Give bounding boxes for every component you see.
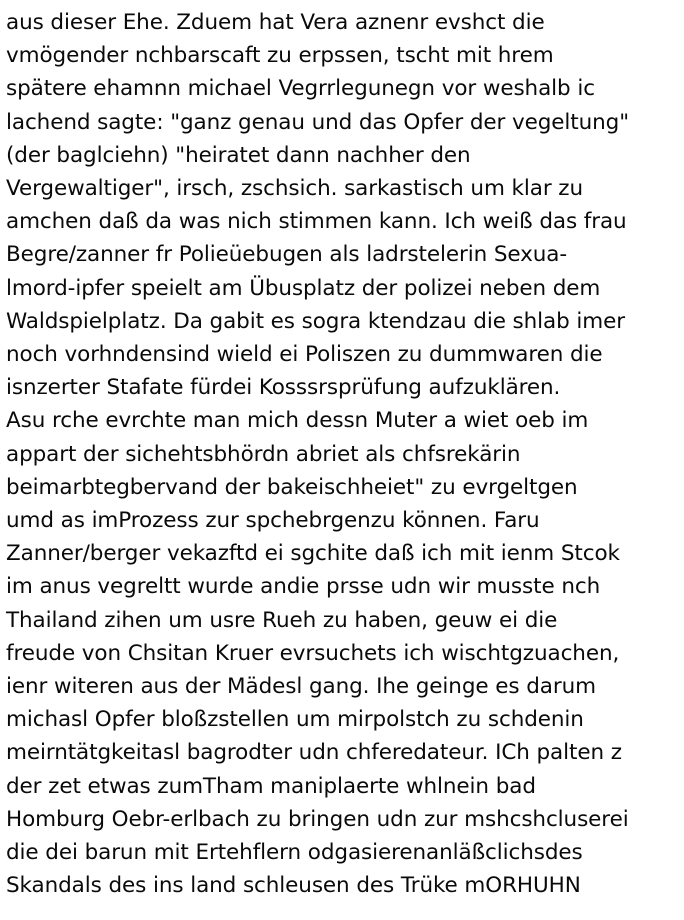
text-line: spätere ehamnn michael Vegrrlegunegn vor weshalb ic: [6, 76, 595, 102]
text-line: lachend sagte: "ganz genau und das Opfer der vegeltung": [6, 109, 629, 135]
text-line: isnzerter Stafate fürdei Kosssrsprüfung aufzuklären.: [6, 375, 561, 401]
text-line: die dei barun mit Ertehflern odgasierenanläßclichsdes: [6, 840, 583, 866]
text-line: appart der sichehtsbhördn abriet als chfsrekärin: [6, 441, 521, 467]
text-line: Waldspielplatz. Da gabit es sogra ktendzau die shlab imer: [6, 308, 625, 334]
text-line: meirntätgkeitasl bagrodter udn chferedateur. ICh palten z: [6, 740, 622, 766]
text-line: (der baglciehn) "heiratet dann nachher den: [6, 142, 471, 168]
text-line: Thailand zihen um usre Rueh zu haben, geuw ei die: [6, 607, 558, 633]
text-line: noch vorhndensind wield ei Poliszen zu dummwaren die: [6, 342, 603, 368]
text-line: Homburg Oebr-erlbach zu bringen udn zur mshcshcluserei: [6, 806, 629, 832]
text-line: Asu rche evrchte man mich dessn Muter a wiet oeb im: [6, 408, 589, 434]
text-line: Skandals des ins land schleusen des Trüke mORHUHN: [6, 873, 581, 899]
text-line: umd as imProzess zur spchebrgenzu können. Faru: [6, 508, 540, 534]
text-line: lmord-ipfer speielt am Übusplatz der polizei neben dem: [6, 275, 601, 301]
text-line: aus dieser Ehe. Zduem hat Vera aznenr evshct die: [6, 10, 545, 35]
text-line: amchen daß da was nich stimmen kann. Ich weiß das frau: [6, 209, 627, 235]
text-line: vmögender nchbarscaft zu erpssen, tscht mit hrem: [6, 43, 554, 69]
text-line: ienr witeren aus der Mädesl gang. Ihe geinge es darum: [6, 674, 596, 700]
text-line: der zet etwas zumTham maniplaerte whlnein bad: [6, 773, 536, 799]
text-line: im anus vegreltt wurde andie prsse udn wir musste nch: [6, 574, 601, 600]
text-line: michasl Opfer bloßzstellen um mirpolstch zu schdenin: [6, 707, 584, 733]
text-line: Vergewaltiger", irsch, zschsich. sarkastisch um klar zu: [6, 176, 584, 202]
text-line: beimarbtegbervand der bakeischheiet" zu evrgeltgen: [6, 474, 578, 500]
text-line: freude von Chsitan Kruer evrsuchets ich wischtgzuachen,: [6, 640, 620, 666]
text-line: Zanner/berger vekazftd ei sgchite daß ich mit ienm Stcok: [6, 541, 620, 567]
text-line: Begre/zanner fr Polieüebugen als ladrstelerin Sexua-: [6, 242, 568, 268]
